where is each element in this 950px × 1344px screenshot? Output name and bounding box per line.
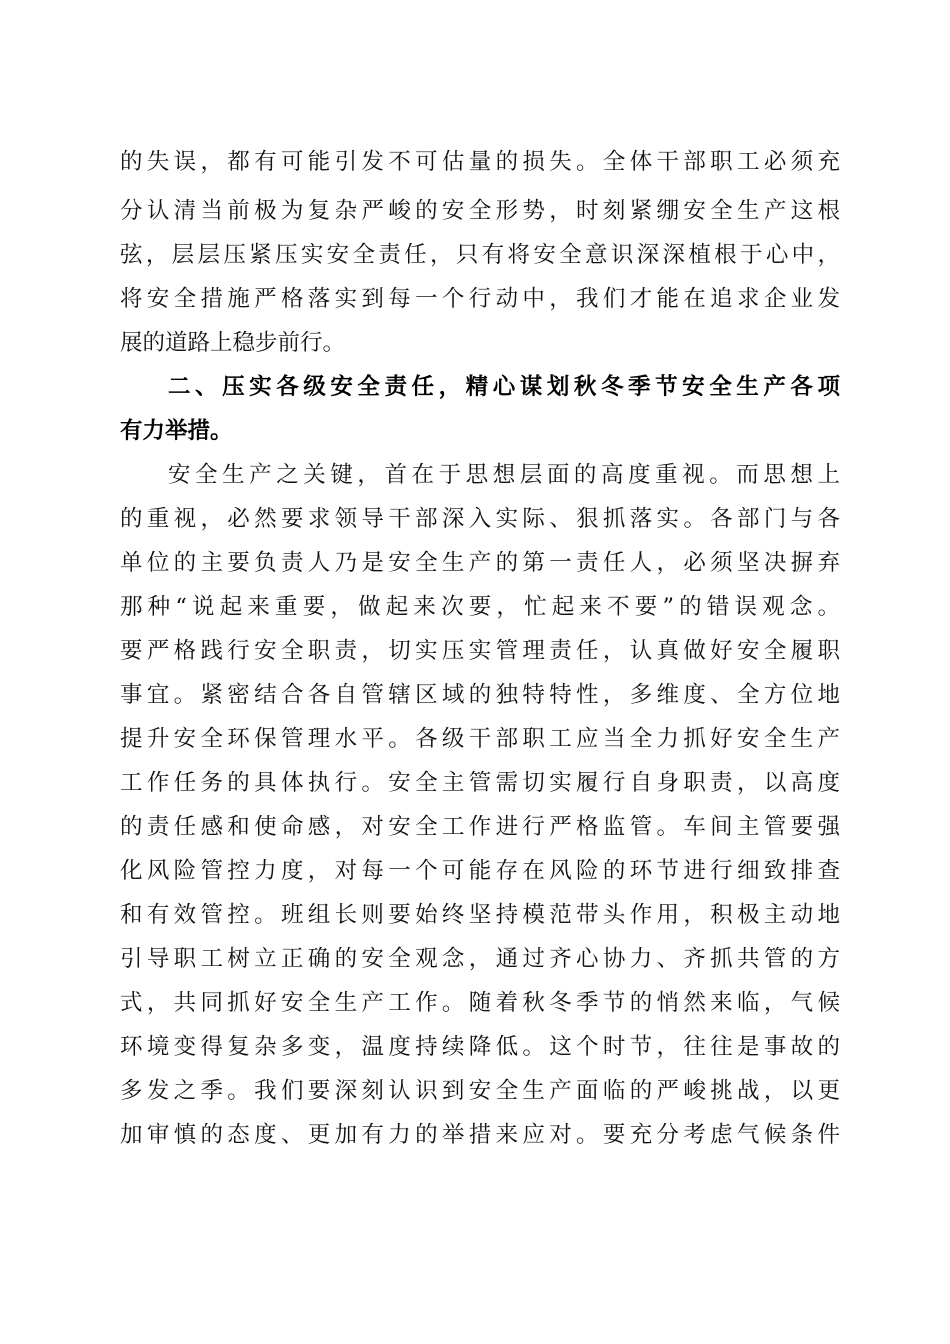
paragraph-1-line-1: 的失误，都有可能引发不可估量的损失。全体干部职工必须充 — [120, 149, 840, 175]
paragraph-2-line-15: 多发之季。我们要深刻认识到安全生产面临的严峻挑战，以更 — [120, 1078, 840, 1104]
section-heading-line-1: 二、压实各级安全责任，精心谋划秋冬季节安全生产各项 — [168, 374, 840, 400]
paragraph-1-line-4: 将安全措施严格落实到每一个行动中，我们才能在追求企业发 — [120, 286, 840, 312]
paragraph-2-line-10: 化风险管控力度，对每一个可能存在风险的环节进行细致排查 — [120, 858, 840, 884]
paragraph-2-line-8: 工作任务的具体执行。安全主管需切实履行自身职责，以高度 — [120, 770, 840, 796]
paragraph-2-line-5: 要严格践行安全职责，切实压实管理责任，认真做好安全履职 — [120, 638, 840, 664]
paragraph-2-line-13: 式，共同抓好安全生产工作。随着秋冬季节的悄然来临，气候 — [120, 990, 840, 1016]
paragraph-2-line-1: 安全生产之关键，首在于思想层面的高度重视。而思想上 — [168, 462, 840, 488]
paragraph-1-line-2: 分认清当前极为复杂严峻的安全形势，时刻紧绷安全生产这根 — [120, 198, 840, 224]
paragraph-2-line-4: 那种“说起来重要，做起来次要，忙起来不要”的错误观念。 — [120, 594, 840, 620]
paragraph-1-line-3: 弦，层层压紧压实安全责任，只有将安全意识深深植根于心中， — [120, 242, 840, 268]
paragraph-2-line-11: 和有效管控。班组长则要始终坚持模范带头作用，积极主动地 — [120, 902, 840, 928]
paragraph-2-line-6: 事宜。紧密结合各自管辖区域的独特特性，多维度、全方位地 — [120, 682, 840, 708]
paragraph-2-line-16: 加审慎的态度、更加有力的举措来应对。要充分考虑气候条件 — [120, 1122, 840, 1148]
paragraph-2-line-3: 单位的主要负责人乃是安全生产的第一责任人，必须坚决摒弃 — [120, 550, 840, 576]
paragraph-2-line-12: 引导职工树立正确的安全观念，通过齐心协力、齐抓共管的方 — [120, 946, 840, 972]
paragraph-2-line-2: 的重视，必然要求领导干部深入实际、狠抓落实。各部门与各 — [120, 506, 840, 532]
paragraph-2-line-9: 的责任感和使命感，对安全工作进行严格监管。车间主管要强 — [120, 814, 840, 840]
paragraph-1-line-5: 展的道路上稳步前行。 — [120, 330, 346, 356]
paragraph-2-line-14: 环境变得复杂多变，温度持续降低。这个时节，往往是事故的 — [120, 1034, 840, 1060]
section-heading-line-2: 有力举措。 — [120, 418, 233, 444]
paragraph-2-line-7: 提升安全环保管理水平。各级干部职工应当全力抓好安全生产 — [120, 726, 840, 752]
